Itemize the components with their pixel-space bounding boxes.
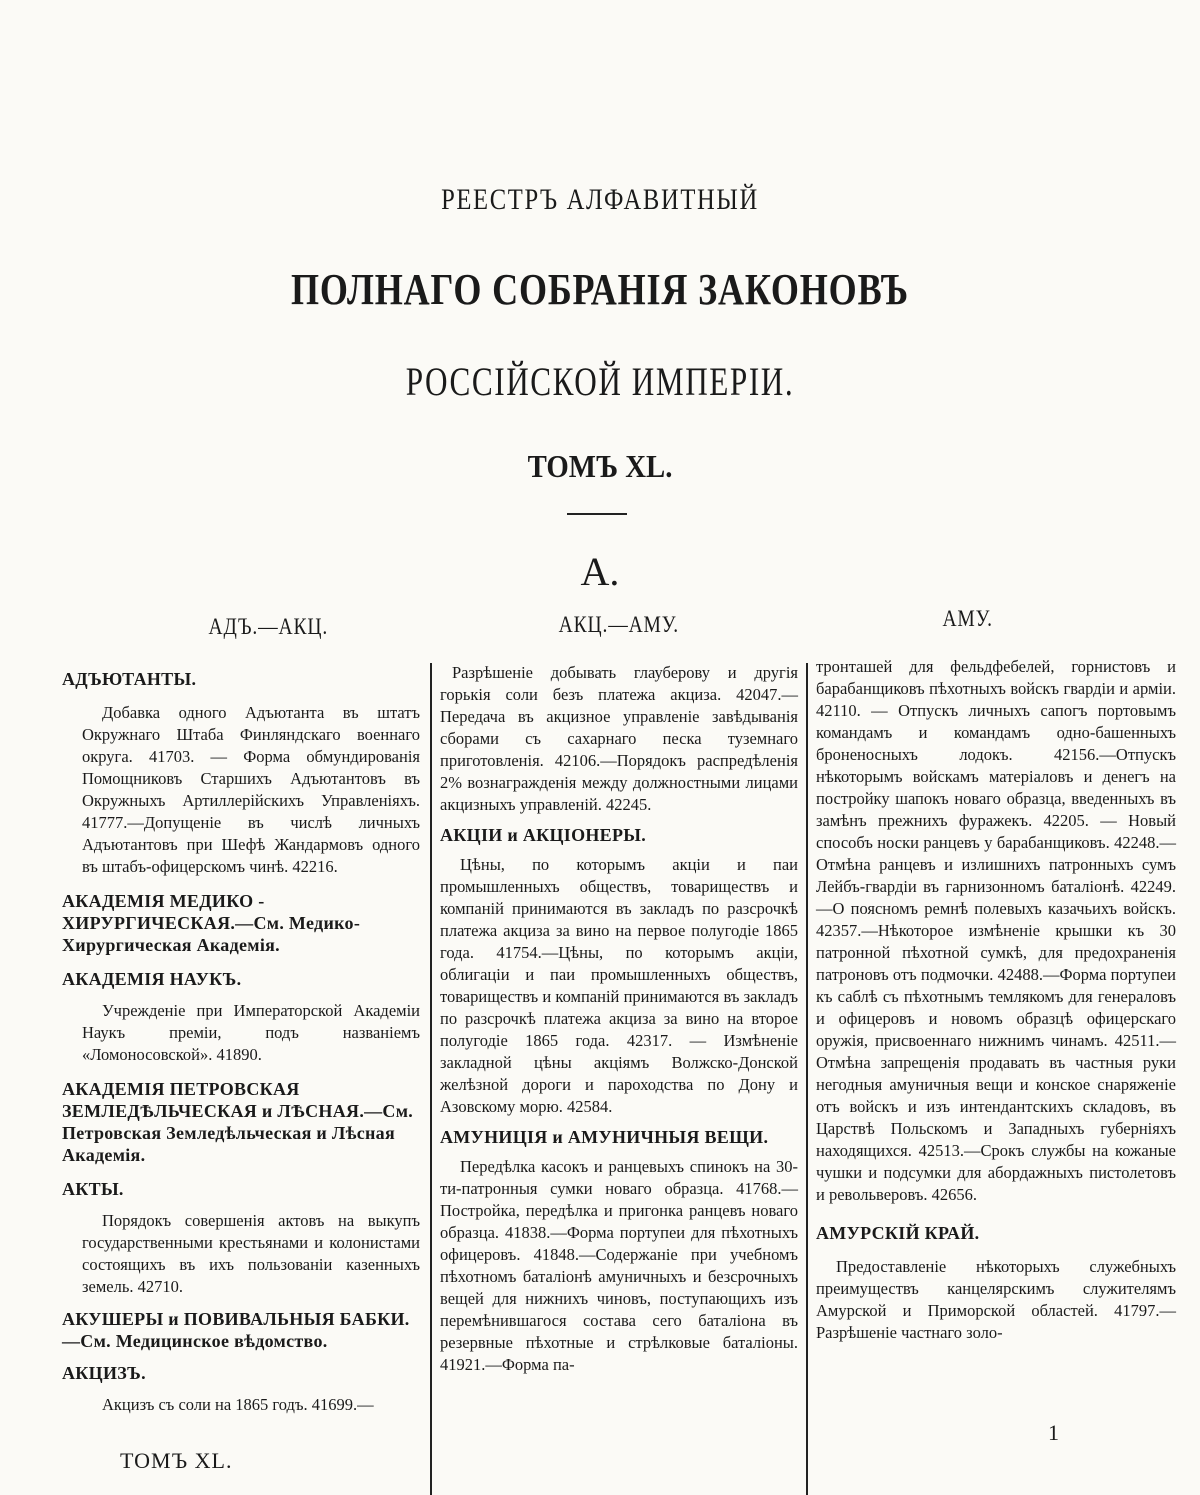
entry-text: Учрежденіе при Императорской Академіи Наукъ преміи, подъ названіемъ «Ломоносовской». 41890.: [82, 1001, 420, 1064]
column-3: [816, 656, 1176, 1344]
entry-text: Добавка одного Адъютанта въ штатъ Окружнаго Штаба Финляндскаго военнаго округа. 41703. — Форма обмундированія Помощниковъ Старшихъ Адъютантовъ въ Окружныхъ Артиллерійскихъ Управленіяхъ. 41777.—Допущеніе въ числѣ личныхъ Адъютантовъ при Шефѣ Жандармовъ одного въ штабъ-офицерскомъ чинѣ. 42216.: [82, 703, 420, 876]
column-3-heading: АМУ.: [942, 606, 993, 631]
collection-title: ПОЛНАГО СОБРАНІЯ ЗАКОНОВЪ: [291, 265, 909, 314]
column-1-heading: АДЪ.—АКЦ.: [208, 614, 329, 639]
column-divider-2: [806, 663, 808, 1495]
column-2-heading: АКЦ.—АМУ.: [558, 612, 680, 637]
entry-text: Цѣны, по которымъ акціи и паи промышленныхъ обществъ, товариществъ и компаній принимаются въ закладъ по разсрочкѣ платежа акциза за вино на первое полугодіе 1865 года. 41754.—Цѣны, по которымъ акціи, облигаціи и паи промышленныхъ обществъ, товариществъ и компаній принимаются въ закладъ по разсрочкѣ платежа акциза за вино на второе полугодіе 1865 года. 42317. — Измѣненіе закладной цѣны акціямъ Волжско-Донской желѣзной дороги и пароходства по Дону и Азовскому морю. 42584.: [440, 855, 798, 1116]
registry-title: РЕЕСТРЪ АЛФАВИТНЫЙ: [441, 183, 759, 216]
entry-text: Акцизъ съ соли на 1865 годъ. 41699.—: [102, 1395, 374, 1414]
entry-title: АКЦИЗЪ.: [62, 1363, 146, 1383]
column-2: [440, 662, 798, 1376]
entry-text: тронташей для фельдфебелей, горнистовъ и барабанщиковъ пѣхотныхъ войскъ гвардіи и арміи. 42110. — Отпускъ личныхъ сапогъ портовымъ командамъ и командамъ одно-башенныхъ броненосныхъ лодокъ. 42156.—Отпускъ нѣкоторымъ войскамъ матеріаловъ и денегъ на постройку шапокъ новаго образца, введенныхъ въ замѣнъ прежнихъ фуражекъ. 42205. — Новый способъ носки ранцевъ у барабанщиковъ. 42248.—Отмѣна ранцевъ и излишнихъ патронныхъ сумъ Лейбъ-гвардіи въ гарнизонномъ баталіонѣ. 42249.—О поясномъ ремнѣ полевыхъ казачьихъ войскъ. 42357.—Нѣкоторое измѣненіе крышки къ 30 патронной пѣхотной сумкѣ, для предохраненія патроновъ отъ подмочки. 42488.—Форма портупеи къ саблѣ съ пѣхотнымъ темлякомъ для генераловъ и офицеровъ и новомъ образцѣ офицерскаго оружія, присвоеннаго нижнимъ чинамъ. 42511.—Отмѣна запрещенія продавать въ частныя руки негодныя амуничныя вещи и конское снаряженіе отъ войскъ и изъ интендантскихъ складовъ, въ Царствѣ Польскомъ и Западныхъ губерніяхъ находящихся. 42513.—Срокъ службы на кожаные чушки и подсумки для абордажныхъ пистолетовъ и револьверовъ. 42656.: [816, 657, 1176, 1204]
column-1: [62, 668, 420, 1416]
entry-text: Передѣлка касокъ и ранцевыхъ спинокъ на 30-ти-патронныя сумки новаго образца. 41768.—Постройка, передѣлка и пригонка ранцевъ новаго образца. 41838.—Форма портупеи для пѣхотныхъ офицеровъ. 41848.—Содержаніе при учебномъ пѣхотномъ баталіонѣ амуничныхъ и безсрочныхъ вещей для нижнихъ чиновъ, поступающихъ изъ перемѣнившагося состава сего баталіона въ резервные пѣхотные и стрѣлковые баталіоны. 41921.—Форма па-: [440, 1157, 798, 1374]
footer-volume-mark: ТОМЪ XL.: [120, 1448, 233, 1473]
section-letter: А.: [580, 549, 620, 594]
entry-title: АКЦІИ и АКЦІОНЕРЫ.: [440, 825, 647, 845]
entry-text: Предоставленіе нѣкоторыхъ служебныхъ преимуществъ канцелярскимъ служителямъ Амурской и Приморской областей. 41797.—Разрѣшеніе частнаго золо-: [816, 1257, 1176, 1342]
entry-title: АКАДЕМІЯ ПЕТРОВСКАЯ ЗЕМЛЕДѢЛЬЧЕСКАЯ и ЛѢСНАЯ.—См. Петровская Земледѣльческая и Лѣсная Академія.: [62, 1079, 414, 1165]
title-divider: [567, 513, 627, 515]
entry-title: АКАДЕМІЯ МЕДИКО - ХИРУРГИЧЕСКАЯ.—См. Медико-Хирургическая Академія.: [62, 891, 361, 955]
entry-title: АКТЫ.: [62, 1179, 124, 1199]
column-divider-1: [430, 663, 432, 1495]
entry-title: АКАДЕМІЯ НАУКЪ.: [62, 969, 242, 989]
entry-title: АДЪЮТАНТЫ.: [62, 669, 197, 689]
entry-text: Разрѣшеніе добывать глауберову и другія горькія соли безъ платежа акциза. 42047.—Передача въ акцизное управленіе завѣдыванія сборами съ сахарнаго песка туземнаго приготовленія. 42106.—Порядокъ распредѣленія 2% вознагражденія между должностными лицами акцизныхъ управленій. 42245.: [440, 663, 798, 814]
volume-title: ТОМЪ XL.: [527, 448, 673, 484]
entry-title: АМУНИЦІЯ и АМУНИЧНЫЯ ВЕЩИ.: [440, 1127, 769, 1147]
entry-title: АКУШЕРЫ и ПОВИВАЛЬНЫЯ БАБКИ.—См. Медицинское вѣдомство.: [62, 1309, 410, 1351]
entry-title: АМУРСКІЙ КРАЙ.: [816, 1223, 980, 1243]
entry-text: Порядокъ совершенія актовъ на выкупъ государственными крестьянами и колонистами состоящихъ въ ихъ пользованіи казенныхъ земель. 42710.: [82, 1211, 420, 1296]
page-number: 1: [1048, 1420, 1059, 1445]
empire-title: РОССІЙСКОЙ ИМПЕРІИ.: [405, 359, 795, 404]
